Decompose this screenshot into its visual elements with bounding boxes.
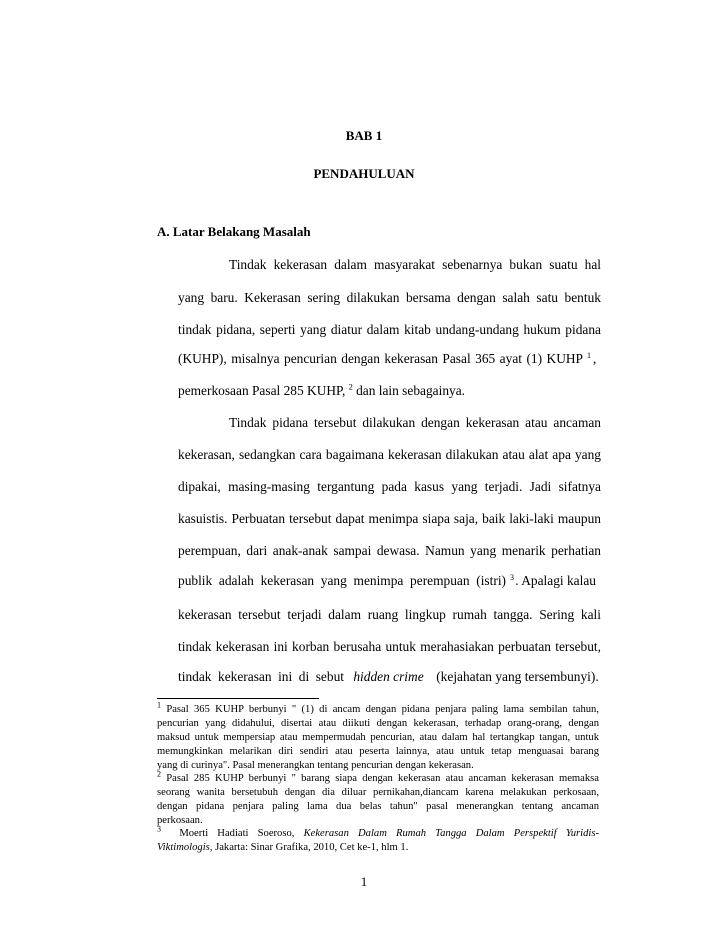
body-line-14-a: tindak kekerasan ini di sebut [178, 669, 344, 684]
body-line-5 [178, 383, 465, 399]
footnote-1-line-4: memungkinkan melarikan diri sendiri atau peserta lainnya, atau untuk tetap menguasai barang [157, 746, 599, 757]
footnote-ref-1: 1 [587, 350, 591, 360]
body-line-1: Tindak kekerasan dalam masyarakat sebenarnya bukan suatu hal [229, 257, 601, 272]
footnote-3-mark: 3 [157, 824, 161, 834]
body-line-2: yang baru. Kekerasan sering dilakukan bersama dengan salah satu bentuk [178, 290, 601, 305]
chapter-title: PENDAHULUAN [313, 166, 415, 181]
footnote-1-line-3: maksud untuk mempersiap atau mempermudah pencurian, atau dalam hal tertangkap tangan, untuk [157, 732, 599, 743]
body-line-14-italic: hidden crime [353, 669, 424, 684]
footnote-1-mark: 1 [157, 700, 161, 710]
body-line-8: dipakai, masing-masing tergantung pada kasus yang terjadi. Jadi sifatnya [178, 479, 601, 494]
footnote-1-line-2: pencurian yang didahului, disertai atau diikuti dengan kekerasan, terhadap orang-orang, dengan [157, 718, 599, 729]
footnote-ref-2: 2 [348, 382, 353, 392]
body-line-6: Tindak pidana tersebut dilakukan dengan kekerasan atau ancaman [229, 415, 601, 430]
body-line-4 [178, 351, 601, 367]
footnote-1-line-5: yang di curinya". Pasal menerangkan tentang pencurian dengan kekerasan. [157, 760, 474, 771]
footnote-1-line-1: $^1$ Pasal 365 KUHP berbunyi " (1) di ancam dengan pidana penjara paling lama sembilan tahun, [157, 700, 599, 715]
body-line-13: tindak kekerasan ini korban berusaha untuk merahasiakan perbuatan tersebut, [178, 639, 601, 654]
footnote-ref-3: 3 [510, 572, 514, 582]
body-line-11-text: publik adalah kekerasan yang menimpa perempuan (istri) [178, 573, 506, 588]
body-line-3: tindak pidana, seperti yang diatur dalam kitab undang-undang hukum pidana [178, 322, 601, 337]
body-line-11 [178, 573, 601, 589]
section-heading: A. Latar Belakang Masalah [157, 224, 311, 239]
body-line-10: perempuan, dari anak-anak sampai dewasa. Namun yang menarik perhatian [178, 543, 601, 558]
footnote-separator [157, 698, 319, 699]
body-line-11-rest: . Apalagi kalau [515, 573, 596, 588]
footnote-2-mark: 2 [157, 769, 161, 779]
body-line-12: kekerasan tersebut terjadi dalam ruang lingkup rumah tangga. Sering kali [178, 607, 601, 622]
body-line-4-text: (KUHP), misalnya pencurian dengan kekerasan Pasal 365 ayat (1) KUHP [178, 351, 583, 366]
footnote-3-line-1: $^3$ Moerti Hadiati Soeroso, Kekerasan Dalam Rumah Tangga Dalam Perspektif Yuridis- [157, 824, 599, 839]
footnote-2-line-2: seorang wanita bersetubuh dengan dia diluar pernikahan,diancam karena melakukan perkosaan, [157, 787, 599, 798]
footnote-2-line-4: perkosaan. [157, 815, 203, 826]
footnote-2-line-1: $^2$ Pasal 285 KUHP berbunyi " barang siapa dengan kekerasan atau ancaman kekerasan memaksa [157, 769, 599, 784]
body-line-14-b: (kejahatan yang tersembunyi). [436, 669, 599, 684]
body-line-4-comma: , [593, 351, 597, 366]
chapter-number: BAB 1 [345, 128, 383, 143]
footnote-3-line-2: Viktimologis, Jakarta: Sinar Grafika, 2010, Cet ke-1, hlm 1. [157, 842, 409, 853]
footnote-2-line-3: dengan pidana penjara paling lama dua belas tahun" pasal menerangkan tentang ancaman [157, 801, 599, 812]
body-line-5-rest: dan lain sebagainya. [356, 383, 466, 398]
page-number: 1 [360, 874, 368, 889]
body-line-14 [178, 669, 601, 685]
body-line-5-text: pemerkosaan Pasal 285 KUHP, [178, 383, 346, 398]
body-line-9: kasuistis. Perbuatan tersebut dapat menimpa siapa saja, baik laki-laki maupun [178, 511, 601, 526]
body-line-7: kekerasan, sedangkan cara bagaimana kekerasan dilakukan atau alat apa yang [178, 447, 601, 462]
